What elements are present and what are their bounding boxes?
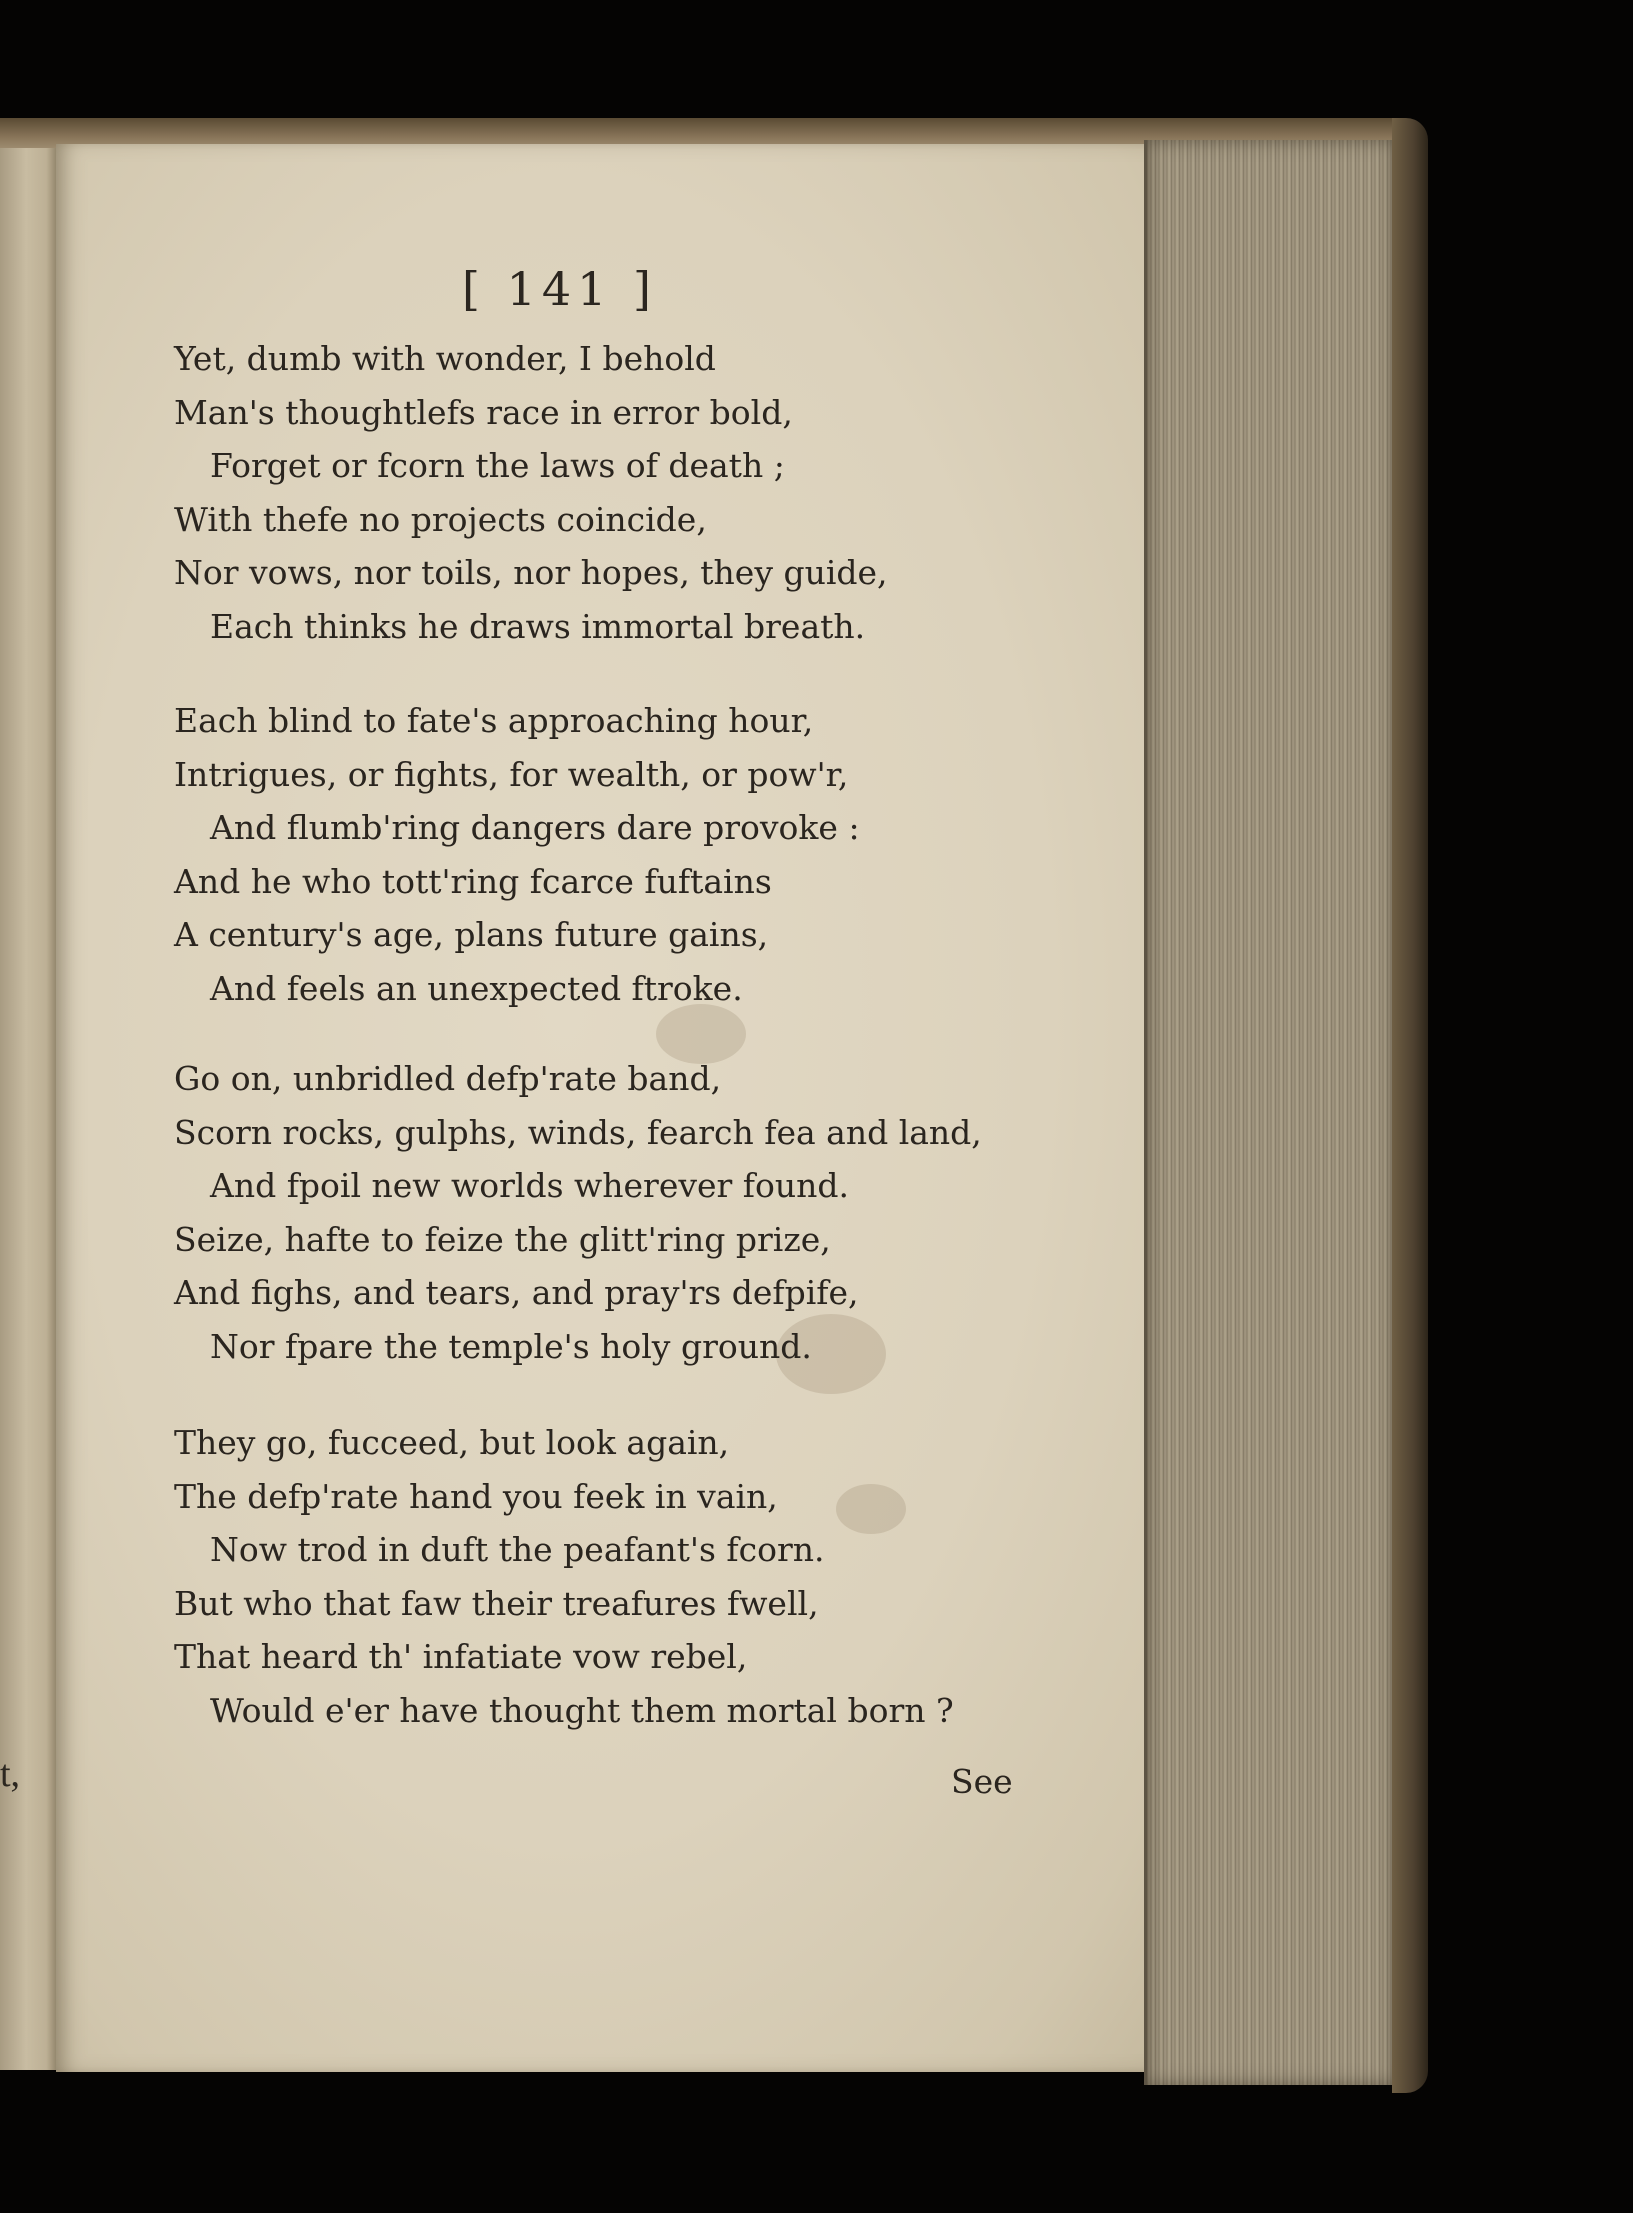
catchword: See [951,1762,1013,1801]
verse-line: Intrigues, or fights, for wealth, or pow'r, [174,754,849,794]
verse-line: Nor fpare the temple's holy ground. [210,1326,812,1366]
verse-line: Each blind to fate's approaching hour, [174,701,814,740]
stanza [174,1052,982,1373]
verse-line: Would e'er have thought them mortal born ? [210,1690,954,1730]
verse-line: And flumb'ring dangers dare provoke : [210,808,860,847]
page-number: [ 141 ] [462,262,657,316]
stanza [174,332,934,653]
page-stack-fore-edge [1144,140,1395,2085]
verse-line: Go on, unbridled defp'rate band, [174,1059,722,1098]
book-cover-edge [1392,118,1428,2093]
verse-line: The defp'rate hand you feek in vain, [174,1476,778,1516]
verse-line: And he who tott'ring fcarce fuftains [174,861,772,901]
verse-line: Scorn rocks, gulphs, winds, fearch fea and land, [174,1112,982,1152]
stanza [174,694,934,1015]
verse-line: Each thinks he draws immortal breath. [210,606,866,646]
verse-line: Man's thoughtlefs race in error bold, [174,392,793,432]
verse-line: With thefe no projects coincide, [174,499,707,539]
verse-line: And fpoil new worlds wherever found. [210,1166,849,1205]
stanza [174,1416,954,1737]
previous-page-text-fragment: t, [0,1753,21,1795]
verse-line: That heard th' infatiate vow rebel, [174,1637,748,1676]
verse-line: They go, fucceed, but look again, [174,1423,730,1462]
verse-line: A century's age, plans future gains, [174,915,769,954]
verse-line: Nor vows, nor toils, nor hopes, they guide, [174,553,888,592]
verse-line: Now trod in duft the peafant's fcorn. [210,1530,825,1569]
verse-line: And feels an unexpected ftroke. [210,968,743,1008]
verse-line: And fighs, and tears, and pray'rs defpife, [174,1273,859,1312]
verse-line: Forget or fcorn the laws of death ; [210,446,785,485]
verse-line: But who that faw their treafures fwell, [174,1583,819,1623]
verse-line: Seize, hafte to feize the glitt'ring prize, [174,1219,831,1259]
verse-line: Yet, dumb with wonder, I behold [174,339,716,378]
